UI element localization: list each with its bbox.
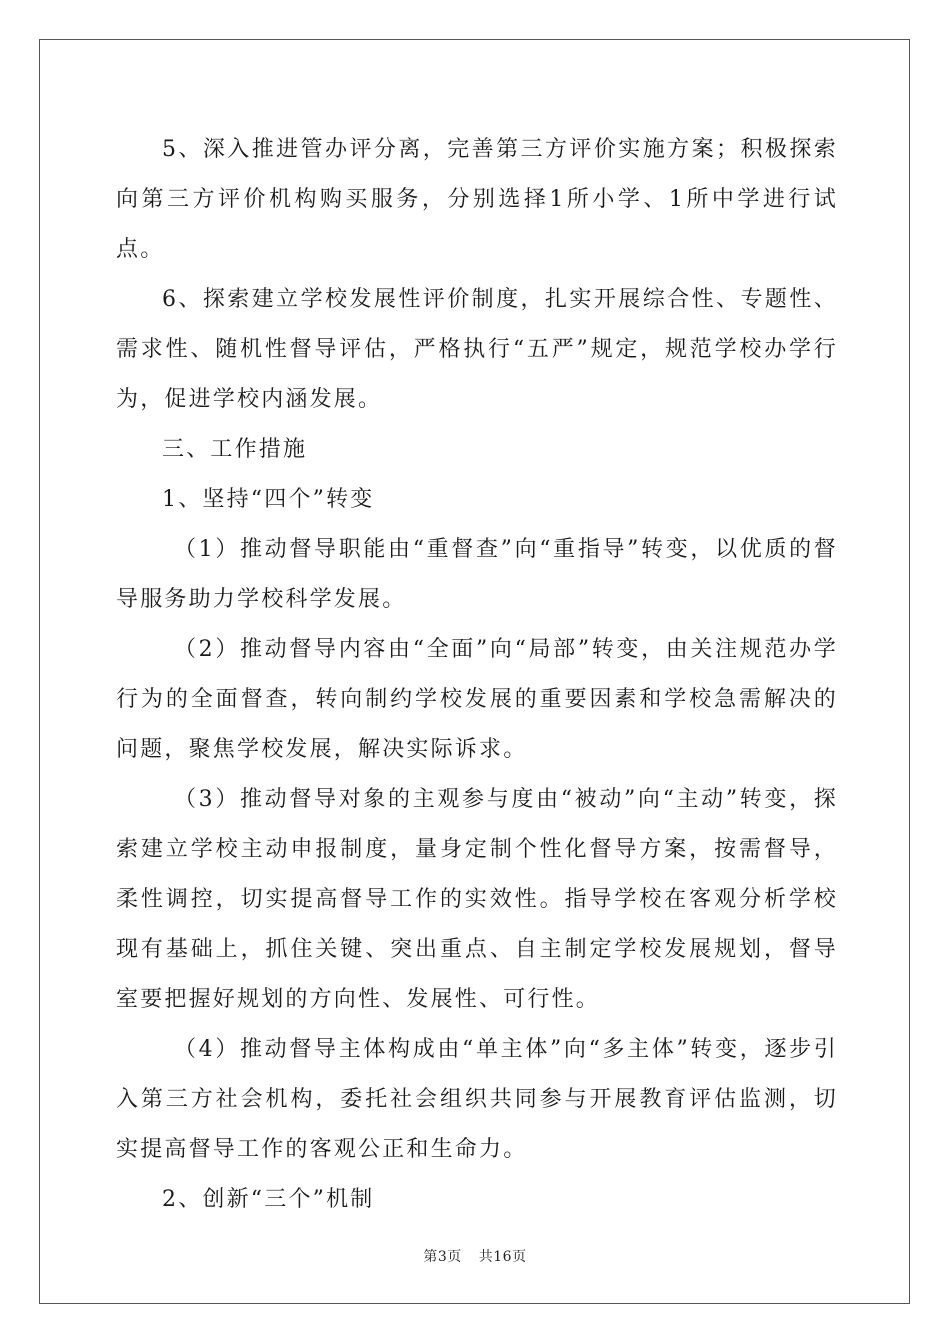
paragraph-item-6: 6、探索建立学校发展性评价制度，扎实开展综合性、专题性、需求性、随机性督导评估，严格执行“五严”规定，规范学校办学行为，促进学校内涵发展。 — [116, 287, 838, 412]
section-heading-measures: 三、工作措施 — [162, 437, 308, 462]
subheading-three-mechanisms: 2、创新“三个”机制 — [162, 1187, 375, 1212]
paragraph-item-5: 5、深入推进管办评分离，完善第三方评价实施方案；积极探索向第三方评价机构购买服务，分别选择1所小学、1所中学进行试点。 — [116, 137, 838, 262]
paragraph-change-4: （4）推动督导主体构成由“单主体”向“多主体”转变，逐步引入第三方社会机构，委托社会组织共同参与开展教育评估监测，切实提高督导工作的客观公正和生命力。 — [116, 1037, 838, 1162]
paragraph-change-3: （3）推动督导对象的主观参与度由“被动”向“主动”转变，探索建立学校主动申报制度，量身定制个性化督导方案，按需督导，柔性调控，切实提高督导工作的实效性。指导学校在客观分析学校现有基础上，抓住关键、突出重点、自主制定学校发展规划，督导室要把握好规划的方向性、发展性、可行性。 — [116, 787, 838, 1012]
paragraph-change-1: （1）推动督导职能由“重督查”向“重指导”转变，以优质的督导服务助力学校科学发展。 — [116, 537, 838, 612]
page-number: 第3页 — [423, 1249, 462, 1265]
subheading-four-changes: 1、坚持“四个”转变 — [162, 487, 375, 512]
page-total: 共16页 — [478, 1249, 527, 1265]
page-footer — [0, 1246, 950, 1266]
document-body — [116, 125, 838, 1225]
paragraph-change-2: （2）推动督导内容由“全面”向“局部”转变，由关注规范办学行为的全面督查，转向制约学校发展的重要因素和学校急需解决的问题，聚焦学校发展，解决实际诉求。 — [116, 637, 838, 762]
